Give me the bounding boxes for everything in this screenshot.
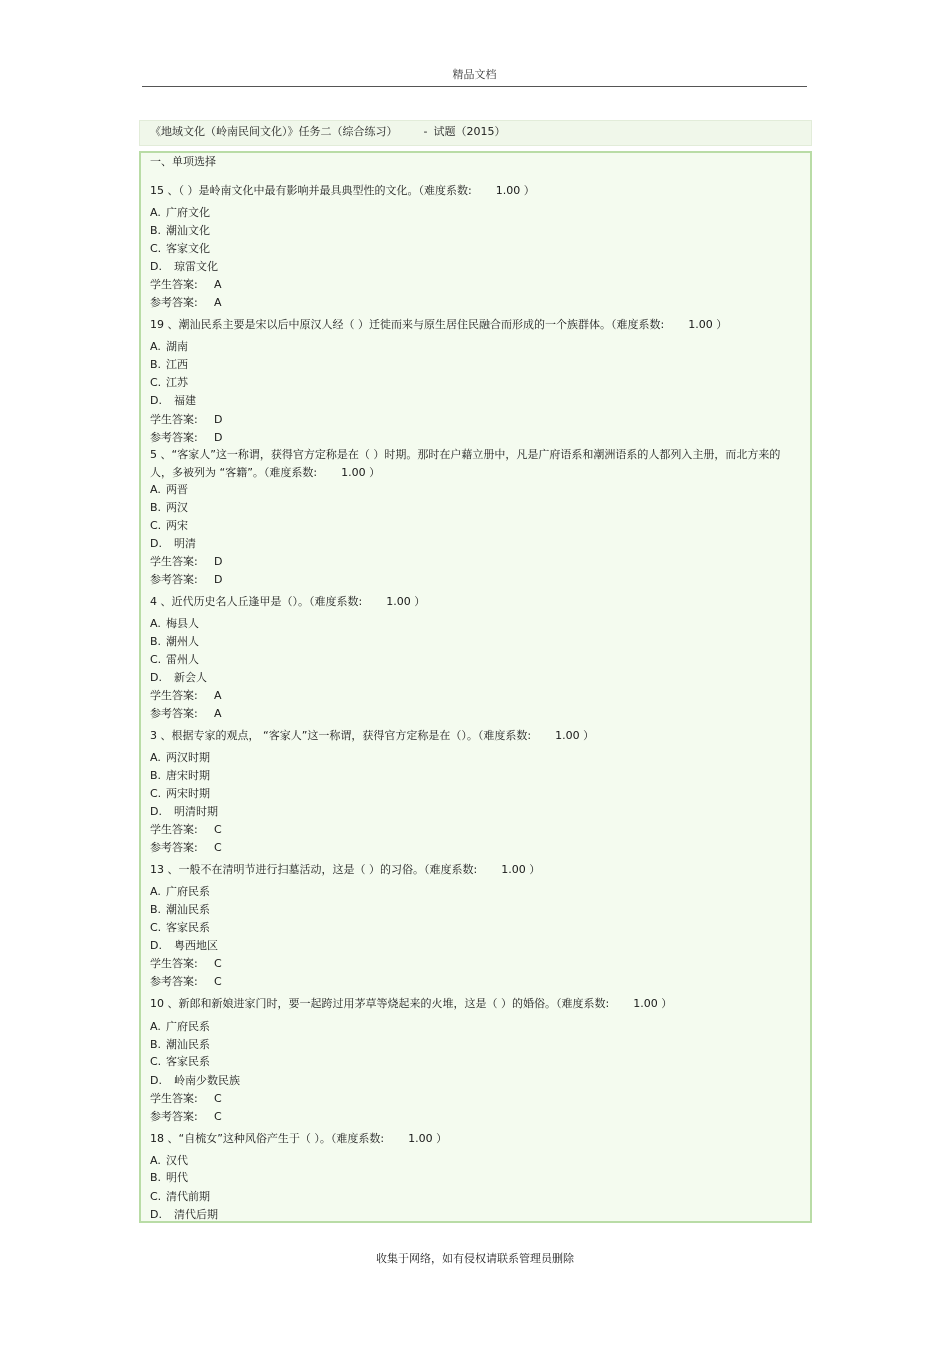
option-text: 两汉: [166, 501, 188, 514]
reference-answer-row: [150, 572, 222, 588]
option-letter: B.: [150, 358, 162, 371]
option-text: 潮汕民系: [166, 903, 210, 916]
option-letter: A.: [150, 1154, 161, 1167]
option-letter: C.: [150, 242, 162, 255]
answer-option: [150, 652, 199, 668]
option-letter: D.: [150, 1074, 162, 1087]
option-letter: B.: [150, 769, 162, 782]
answer-option: [150, 750, 210, 766]
option-letter: C.: [150, 519, 162, 532]
answer-option: [150, 616, 199, 632]
option-text: 客家民系: [166, 921, 210, 934]
reference-answer-label: 参考答案:: [150, 707, 198, 720]
answer-option: [150, 1019, 210, 1035]
student-answer-label: 学生答案:: [150, 278, 198, 291]
option-text: 两宋: [166, 519, 188, 532]
option-text: 明清: [174, 537, 196, 550]
option-text: 福建: [174, 394, 196, 407]
answer-option: [150, 259, 218, 275]
section-title: 一、单项选择: [150, 155, 216, 168]
answer-option: [150, 1189, 210, 1205]
answer-option: [150, 223, 210, 239]
option-letter: B.: [150, 501, 162, 514]
option-text: 梅县人: [166, 617, 199, 630]
question-stem: [150, 861, 800, 879]
student-answer-value: D: [214, 555, 223, 568]
reference-answer-label: 参考答案:: [150, 431, 198, 444]
option-letter: D.: [150, 671, 162, 684]
option-letter: C.: [150, 787, 162, 800]
difficulty-value: 1.00 ）: [501, 863, 541, 876]
answer-option: [150, 768, 210, 784]
option-text: 潮州人: [166, 635, 199, 648]
question-stem: [150, 995, 800, 1013]
difficulty-value: 1.00 ）: [555, 729, 595, 742]
student-answer-row: [150, 412, 222, 428]
option-letter: C.: [150, 653, 162, 666]
reference-answer-row: [150, 1109, 222, 1125]
answer-option: [150, 1037, 210, 1053]
question-text: 5 、“客家人”这一称谓，获得官方定称是在（ ）时期。那时在户藉立册中，凡是广府语系和潮洲语系的人都列入主册，而北方来的人，多被列为 “客籍”。（难度系数:: [150, 448, 781, 479]
question-text: 3 、根据专家的观点， “客家人”这一称谓，获得官方定称是在（）。（难度系数:: [150, 729, 532, 742]
reference-answer-label: 参考答案:: [150, 573, 198, 586]
answer-option: [150, 902, 210, 918]
option-letter: B.: [150, 224, 162, 237]
option-letter: B.: [150, 1038, 162, 1051]
reference-answer-row: [150, 706, 222, 722]
exam-title-suffix: 试题（2015）: [433, 125, 506, 138]
option-text: 汉代: [166, 1154, 188, 1167]
question-text: 18 、“自梳女”这种风俗产生于（ ）。（难度系数:: [150, 1132, 385, 1145]
answer-option: [150, 1170, 188, 1186]
reference-answer-value: C: [214, 841, 222, 854]
option-text: 潮汕民系: [166, 1038, 210, 1051]
option-letter: A.: [150, 483, 161, 496]
reference-answer-value: A: [214, 707, 222, 720]
answer-option: [150, 804, 218, 820]
option-letter: A.: [150, 340, 161, 353]
exam-body: [139, 151, 812, 1223]
option-text: 明清时期: [174, 805, 218, 818]
answer-option: [150, 241, 210, 257]
answer-option: [150, 500, 188, 516]
option-text: 唐宋时期: [166, 769, 210, 782]
answer-option: [150, 634, 199, 650]
option-text: 湖南: [166, 340, 188, 353]
answer-option: [150, 518, 188, 534]
answer-option: [150, 205, 210, 221]
reference-answer-row: [150, 974, 222, 990]
option-letter: A.: [150, 885, 161, 898]
question-text: 15 、（ ）是岭南文化中最有影响并最具典型性的文化。（难度系数:: [150, 184, 472, 197]
reference-answer-row: [150, 295, 222, 311]
option-text: 清代后期: [174, 1208, 218, 1221]
option-text: 琼雷文化: [174, 260, 218, 273]
reference-answer-label: 参考答案:: [150, 296, 198, 309]
student-answer-label: 学生答案:: [150, 413, 198, 426]
reference-answer-row: [150, 430, 222, 446]
reference-answer-value: D: [214, 573, 223, 586]
option-text: 雷州人: [166, 653, 199, 666]
answer-option: [150, 920, 210, 936]
answer-option: [150, 482, 188, 498]
option-letter: A.: [150, 1020, 161, 1033]
question-text: 19 、潮汕民系主要是宋以后中原汉人经（ ）迁徙而来与原生居住民融合而形成的一个族群体。（难度系数:: [150, 318, 665, 331]
option-letter: D.: [150, 394, 162, 407]
reference-answer-value: C: [214, 975, 222, 988]
option-text: 客家文化: [166, 242, 210, 255]
option-letter: B.: [150, 1171, 162, 1184]
option-letter: B.: [150, 635, 162, 648]
option-letter: D.: [150, 805, 162, 818]
reference-answer-value: D: [214, 431, 223, 444]
option-letter: D.: [150, 1208, 162, 1221]
question-text: 10 、新郎和新娘进家门时，要一起跨过用茅草等烧起来的火堆，这是（ ）的婚俗。（难度系数:: [150, 997, 610, 1010]
question-stem: [150, 446, 800, 482]
question-text: 13 、一般不在清明节进行扫墓活动，这是（ ）的习俗。（难度系数:: [150, 863, 478, 876]
answer-option: [150, 357, 188, 373]
option-text: 明代: [166, 1171, 188, 1184]
option-letter: C.: [150, 1190, 162, 1203]
student-answer-row: [150, 688, 222, 704]
option-text: 广府民系: [166, 1020, 210, 1033]
question-stem: [150, 727, 800, 745]
question-stem: [150, 182, 800, 200]
option-text: 清代前期: [166, 1190, 210, 1203]
question-text: 4 、近代历史名人丘逢甲是（）。（难度系数:: [150, 595, 363, 608]
difficulty-value: 1.00 ）: [341, 466, 381, 479]
answer-option: [150, 1207, 218, 1223]
difficulty-value: 1.00 ）: [633, 997, 673, 1010]
answer-option: [150, 1073, 240, 1089]
student-answer-value: D: [214, 413, 223, 426]
student-answer-label: 学生答案:: [150, 689, 198, 702]
question-stem: [150, 316, 800, 334]
page-header: 精品文档: [142, 66, 807, 87]
reference-answer-label: 参考答案:: [150, 841, 198, 854]
answer-option: [150, 393, 196, 409]
option-text: 两宋时期: [166, 787, 210, 800]
reference-answer-value: C: [214, 1110, 222, 1123]
option-letter: D.: [150, 537, 162, 550]
option-letter: A.: [150, 206, 161, 219]
answer-option: [150, 1054, 210, 1070]
option-text: 客家民系: [166, 1055, 210, 1068]
student-answer-row: [150, 1091, 222, 1107]
page-footer: 收集于网络，如有侵权请联系管理员删除: [376, 1252, 574, 1265]
option-letter: A.: [150, 617, 161, 630]
student-answer-label: 学生答案:: [150, 957, 198, 970]
exam-title-dash: -: [423, 125, 428, 138]
option-text: 潮汕文化: [166, 224, 210, 237]
answer-option: [150, 1153, 188, 1169]
option-text: 岭南少数民族: [174, 1074, 240, 1087]
option-text: 两晋: [166, 483, 188, 496]
option-letter: B.: [150, 903, 162, 916]
option-text: 广府民系: [166, 885, 210, 898]
option-text: 新会人: [174, 671, 207, 684]
answer-option: [150, 786, 210, 802]
option-text: 江西: [166, 358, 188, 371]
student-answer-row: [150, 554, 222, 570]
answer-option: [150, 339, 188, 355]
answer-option: [150, 938, 218, 954]
exam-title-bar: [139, 120, 812, 146]
student-answer-label: 学生答案:: [150, 1092, 198, 1105]
difficulty-value: 1.00 ）: [386, 595, 426, 608]
student-answer-value: C: [214, 823, 222, 836]
option-text: 广府文化: [166, 206, 210, 219]
difficulty-value: 1.00 ）: [408, 1132, 448, 1145]
option-text: 江苏: [166, 376, 188, 389]
option-letter: C.: [150, 376, 162, 389]
student-answer-label: 学生答案:: [150, 555, 198, 568]
reference-answer-row: [150, 840, 222, 856]
reference-answer-label: 参考答案:: [150, 1110, 198, 1123]
student-answer-row: [150, 956, 222, 972]
question-stem: [150, 593, 800, 611]
student-answer-row: [150, 277, 222, 293]
option-letter: C.: [150, 1055, 162, 1068]
reference-answer-label: 参考答案:: [150, 975, 198, 988]
answer-option: [150, 670, 207, 686]
student-answer-label: 学生答案:: [150, 823, 198, 836]
student-answer-value: C: [214, 957, 222, 970]
difficulty-value: 1.00 ）: [688, 318, 728, 331]
question-stem: [150, 1130, 800, 1148]
answer-option: [150, 375, 188, 391]
reference-answer-value: A: [214, 296, 222, 309]
option-letter: D.: [150, 260, 162, 273]
option-letter: C.: [150, 921, 162, 934]
exam-title: 《地域文化（岭南民间文化）》任务二（综合练习）: [150, 125, 398, 138]
option-text: 两汉时期: [166, 751, 210, 764]
option-letter: D.: [150, 939, 162, 952]
answer-option: [150, 884, 210, 900]
student-answer-row: [150, 822, 222, 838]
student-answer-value: A: [214, 278, 222, 291]
option-letter: A.: [150, 751, 161, 764]
student-answer-value: C: [214, 1092, 222, 1105]
student-answer-value: A: [214, 689, 222, 702]
option-text: 粤西地区: [174, 939, 218, 952]
answer-option: [150, 536, 196, 552]
difficulty-value: 1.00 ）: [495, 184, 535, 197]
